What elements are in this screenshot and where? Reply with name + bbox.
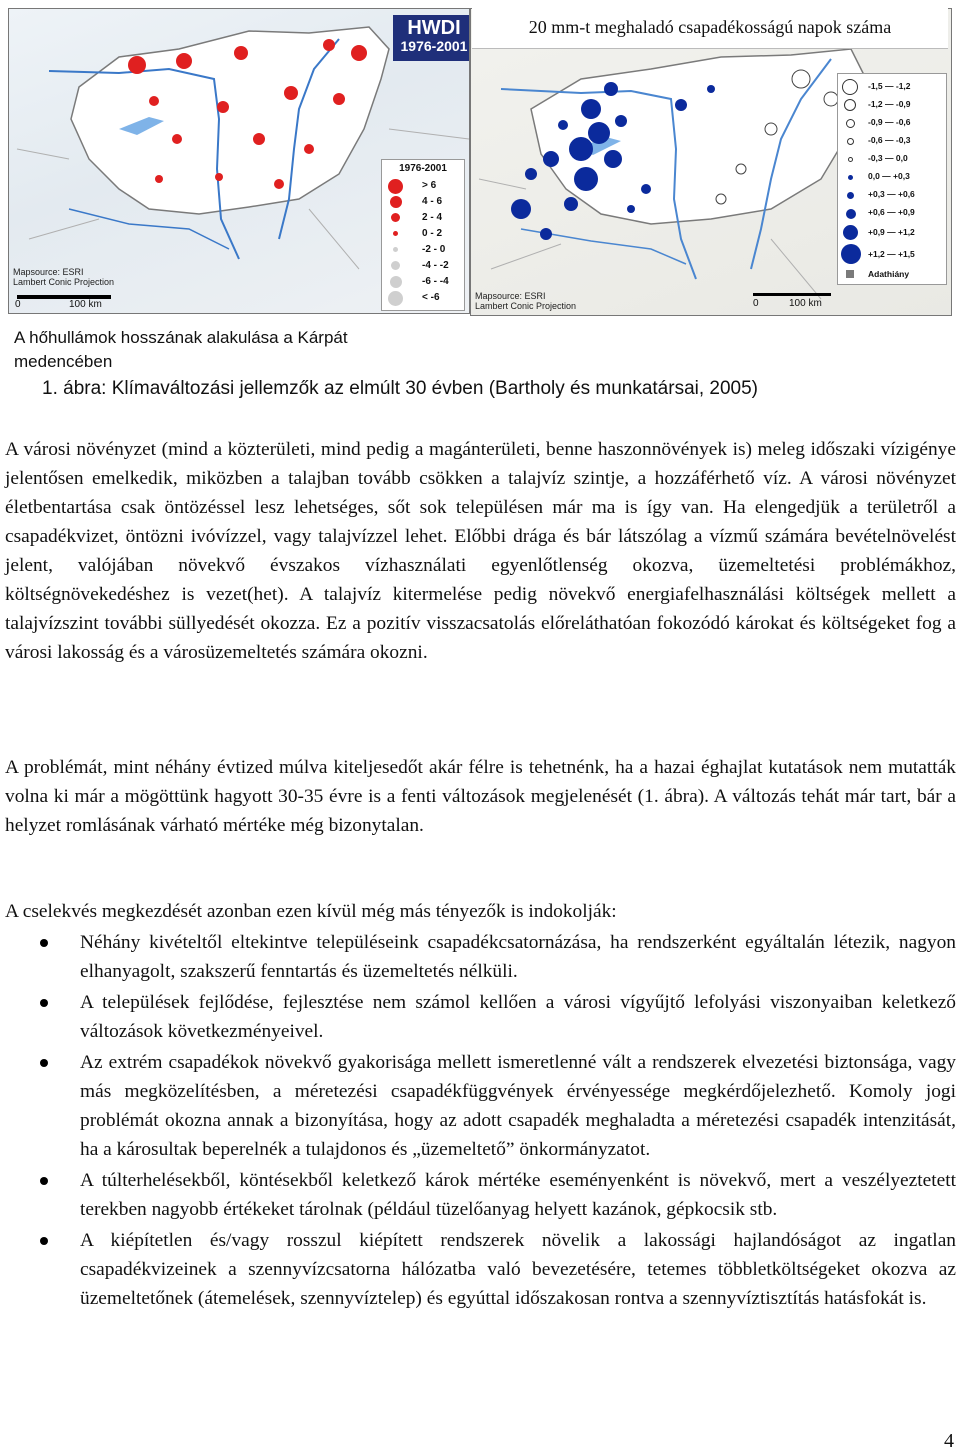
bullet-list bbox=[0, 928, 956, 1315]
paragraph: A problémát, mint néhány évtized múlva kiteljesedőt akár félre is tehetnénk, ha a hazai éghajlat kutatások nem mutatták volna ki már a mögöttünk hagyott 30-35 évre is a fenti változások megjelenését (1. ábra). A változás tehát már tart, bár a helyzet romlásának várható mértéke még bizonytalan. bbox=[5, 757, 956, 836]
legend-label: -1,2 — -0,9 bbox=[868, 99, 911, 109]
hungary-outline bbox=[71, 27, 389, 214]
precip-station-dot bbox=[604, 150, 622, 168]
list-item-text: Az extrém csapadékok növekvő gyakorisága mellett ismeretlenné vált a rendszerek elvezetési biztonsága, vagy más megközelítésben, a méretezési csapadékfüggvények érvényessége megkérdőjelezhető. Komoly jogi problémát okozna annak a bizonyítása, hogy az adott csapadék meghaladta a méretezési csapadék intenzitását, ha a károsultak beperelnék a tulajdonos és „üzemeltető” önkormányzatot. bbox=[80, 1052, 956, 1160]
precip-station-dot bbox=[792, 70, 810, 88]
legend-dot bbox=[391, 261, 400, 270]
legend-label: 0,0 — +0,3 bbox=[868, 171, 910, 181]
legend-dot bbox=[846, 119, 855, 128]
heatwave-caption: A hőhullámok hosszának alakulása a Kárpát medencében bbox=[14, 328, 348, 371]
precip-station-dot bbox=[525, 168, 537, 180]
precip-legend-row bbox=[838, 96, 946, 114]
legend-label: +0,3 — +0,6 bbox=[868, 189, 915, 199]
bullet-icon bbox=[40, 1237, 48, 1245]
precip-station-dot bbox=[581, 99, 601, 119]
legend-label: 2 - 4 bbox=[422, 212, 443, 223]
precip-legend-row bbox=[838, 224, 946, 242]
bullet-icon bbox=[40, 999, 48, 1007]
precip-station-dot bbox=[627, 205, 635, 213]
legend-label: 0 - 2 bbox=[422, 228, 443, 239]
hwdi-station-dot bbox=[128, 56, 146, 74]
figure-caption: 1. ábra: Klímaváltozási jellemzők az elmúlt 30 évben (Bartholy és munkatársai, 2005) bbox=[42, 378, 759, 399]
list-item bbox=[0, 928, 956, 986]
precip-legend-row bbox=[838, 246, 946, 264]
list-item bbox=[0, 1226, 956, 1313]
precip-legend-row bbox=[838, 132, 946, 150]
hwdi-credit bbox=[13, 267, 114, 287]
precip-legend-row bbox=[838, 150, 946, 168]
paragraph: A cselekvés megkezdését azonban ezen kívül még más tényezők is indokolják: bbox=[5, 901, 617, 922]
hwdi-station-dot bbox=[323, 39, 335, 51]
legend-label: +0,6 — +0,9 bbox=[868, 207, 915, 217]
legend-dot bbox=[846, 270, 854, 278]
precip-station-dot bbox=[707, 85, 715, 93]
precip-station-dot bbox=[558, 120, 568, 130]
precip-legend-row bbox=[838, 78, 946, 96]
hwdi-scale-start: 0 bbox=[15, 299, 21, 310]
precip-legend-row bbox=[838, 168, 946, 186]
precip-station-dot bbox=[588, 122, 610, 144]
hwdi-period: 1976-2001 bbox=[400, 38, 468, 54]
precip-station-dot bbox=[604, 82, 618, 96]
hwdi-station-dot bbox=[217, 101, 229, 113]
precip-legend-row bbox=[838, 204, 946, 222]
precip-station-dot bbox=[540, 228, 552, 240]
legend-label: 4 - 6 bbox=[422, 196, 443, 207]
page-number: 4 bbox=[944, 1430, 954, 1452]
legend-label: +0,9 — +1,2 bbox=[868, 227, 915, 237]
hwdi-station-dot bbox=[253, 133, 265, 145]
legend-dot bbox=[841, 244, 861, 264]
precip-station-dot bbox=[543, 151, 559, 167]
precip-legend-row bbox=[838, 186, 946, 204]
hungary-outline bbox=[531, 49, 866, 224]
hwdi-credit-projection: Lambert Conic Projection bbox=[13, 277, 115, 287]
list-item-text: A települések fejlődése, fejlesztése nem számol kellően a városi vígyűjtő lefolyási viszonyaiban keletkező változások következményeivel. bbox=[80, 992, 956, 1042]
precip-scale-bar bbox=[753, 293, 831, 296]
precipitation-map bbox=[470, 8, 952, 316]
legend-label: -4 - -2 bbox=[422, 260, 449, 271]
precip-station-dot bbox=[511, 199, 531, 219]
hwdi-title: HWDI bbox=[407, 17, 461, 39]
precip-scale-start: 0 bbox=[753, 298, 759, 309]
legend-dot bbox=[388, 179, 403, 194]
hwdi-station-dot bbox=[155, 175, 163, 183]
hwdi-scale-end: 100 km bbox=[69, 299, 102, 310]
paragraph: A városi növényzet (mind a közterületi, mind pedig a magánterületi, benne haszonnövények is) meleg időszaki vízigénye jelentősen emelkedik, miközben a talajban tovább csökken a talajvíz szintje, a hozzáférhető víz. A városi növényzet életbentartása csak öntözéssel lesz lehetséges, sőt sok településen már ma is így van. Ha elengedjük a területről a csapadékvizet, öntözni ivóvízzel, vagy talajvízzel lehet. Előbbi drága és bár látszólag a vízmű számára bevételnövelést jelent, valójában növekvő évszakos vízhasználati egyenlőtlenség okozva, üzemeltetési problémákhoz, költségnövekedéshez is vezet(het). A talajvíz kitermelése pedig növekvő energiafelhasználási költségek mellett a talajvízszint további süllyedését okozza. Ez a pozitív visszacsatolás előreláthatóan fokozódó károkat és költségeket fog a városi lakosság és a városüzemeltetés számára okozni. bbox=[5, 439, 956, 663]
legend-label: -2 - 0 bbox=[422, 244, 446, 255]
precip-legend bbox=[837, 73, 947, 285]
hwdi-credit-source: Mapsource: ESRI bbox=[13, 267, 84, 277]
precip-station-dot bbox=[675, 99, 687, 111]
precip-credit-projection: Lambert Conic Projection bbox=[475, 301, 577, 311]
legend-dot bbox=[847, 192, 854, 199]
hwdi-title-box bbox=[393, 15, 470, 61]
legend-dot bbox=[393, 247, 398, 252]
precip-station-dot bbox=[641, 184, 651, 194]
legend-dot bbox=[848, 175, 853, 180]
hwdi-station-dot bbox=[234, 46, 248, 60]
hwdi-legend-title: 1976-2001 bbox=[399, 163, 447, 174]
precip-station-dot bbox=[569, 137, 593, 161]
legend-label: -6 - -4 bbox=[422, 276, 449, 287]
legend-label: -0,3 — 0,0 bbox=[868, 153, 908, 163]
legend-footer: Adathiány bbox=[868, 269, 910, 279]
list-item bbox=[0, 1166, 956, 1224]
bullet-icon bbox=[40, 939, 48, 947]
precip-credit bbox=[475, 291, 576, 311]
precip-legend-row bbox=[838, 114, 946, 132]
bullet-icon bbox=[40, 1059, 48, 1067]
list-item-text: A kiépítetlen és/vagy rosszul kiépített rendszerek növelik a lakossági hajlandóságot az ingatlan csapadékvizeinek a szennyvízcsatorna hálózatba való bevezetésére, tetemes többletköltségeket okozva az üzemeltetőnek (átemelések, szennyvíztelep) és egyúttal időszakosan rontva a szennyvíztisztítás hatásfokát is. bbox=[80, 1230, 956, 1309]
list-item bbox=[0, 1048, 956, 1164]
legend-label: -0,6 — -0,3 bbox=[868, 135, 911, 145]
precip-credit-source: Mapsource: ESRI bbox=[475, 291, 546, 301]
precip-station-dot bbox=[574, 167, 598, 191]
legend-dot bbox=[848, 157, 853, 162]
legend-dot bbox=[390, 276, 402, 288]
precipitation-map-caption: 20 mm-t meghaladó csapadékosságú napok száma bbox=[472, 8, 948, 49]
precip-legend-row bbox=[838, 266, 946, 284]
hwdi-legend-row bbox=[382, 289, 464, 307]
legend-dot bbox=[393, 231, 398, 236]
drava-river bbox=[69, 209, 229, 249]
legend-label: +1,2 — +1,5 bbox=[868, 249, 915, 259]
legend-dot bbox=[388, 291, 403, 306]
list-item-text: Néhány kivételtől eltekintve településeink csapadékcsatornázása, ha rendszerként egyáltalán létezik, nagyon elhanyagolt, szakszerű fenntartás és üzemeltetés nélküli. bbox=[80, 932, 956, 982]
legend-label: > 6 bbox=[422, 180, 437, 191]
precip-station-dot bbox=[824, 92, 838, 106]
bullet-icon bbox=[40, 1177, 48, 1185]
legend-dot bbox=[391, 213, 400, 222]
precip-scale-end: 100 km bbox=[789, 298, 822, 309]
hwdi-station-dot bbox=[333, 93, 345, 105]
legend-dot bbox=[844, 99, 856, 111]
legend-dot bbox=[842, 79, 858, 95]
hwdi-station-dot bbox=[284, 86, 298, 100]
hwdi-station-dot bbox=[149, 96, 159, 106]
hwdi-station-dot bbox=[176, 53, 192, 69]
legend-dot bbox=[390, 196, 402, 208]
hwdi-station-dot bbox=[172, 134, 182, 144]
list-item-text: A túlterhelésekből, köntésekből keletkező károk mértéke eseményenként is növekvő, mert a veszélyeztetett terekben nagyobb értékeket tárolnak (például tüzelőanyag helyett kazánok, gépkocsik stb. bbox=[80, 1170, 956, 1220]
hwdi-station-dot bbox=[351, 45, 367, 61]
legend-dot bbox=[846, 209, 856, 219]
precip-station-dot bbox=[736, 164, 746, 174]
legend-dot bbox=[843, 225, 858, 240]
precip-station-dot bbox=[564, 197, 578, 211]
hwdi-station-dot bbox=[215, 173, 223, 181]
hwdi-legend bbox=[381, 159, 465, 311]
legend-dot bbox=[847, 138, 854, 145]
precip-station-dot bbox=[765, 123, 777, 135]
hwdi-station-dot bbox=[304, 144, 314, 154]
list-item bbox=[0, 988, 956, 1046]
hwdi-map bbox=[8, 8, 470, 314]
precip-station-dot bbox=[716, 194, 726, 204]
legend-label: -1,5 — -1,2 bbox=[868, 81, 911, 91]
legend-label: < -6 bbox=[422, 292, 440, 303]
legend-label: -0,9 — -0,6 bbox=[868, 117, 911, 127]
precip-station-dot bbox=[615, 115, 627, 127]
hwdi-station-dot bbox=[274, 179, 284, 189]
